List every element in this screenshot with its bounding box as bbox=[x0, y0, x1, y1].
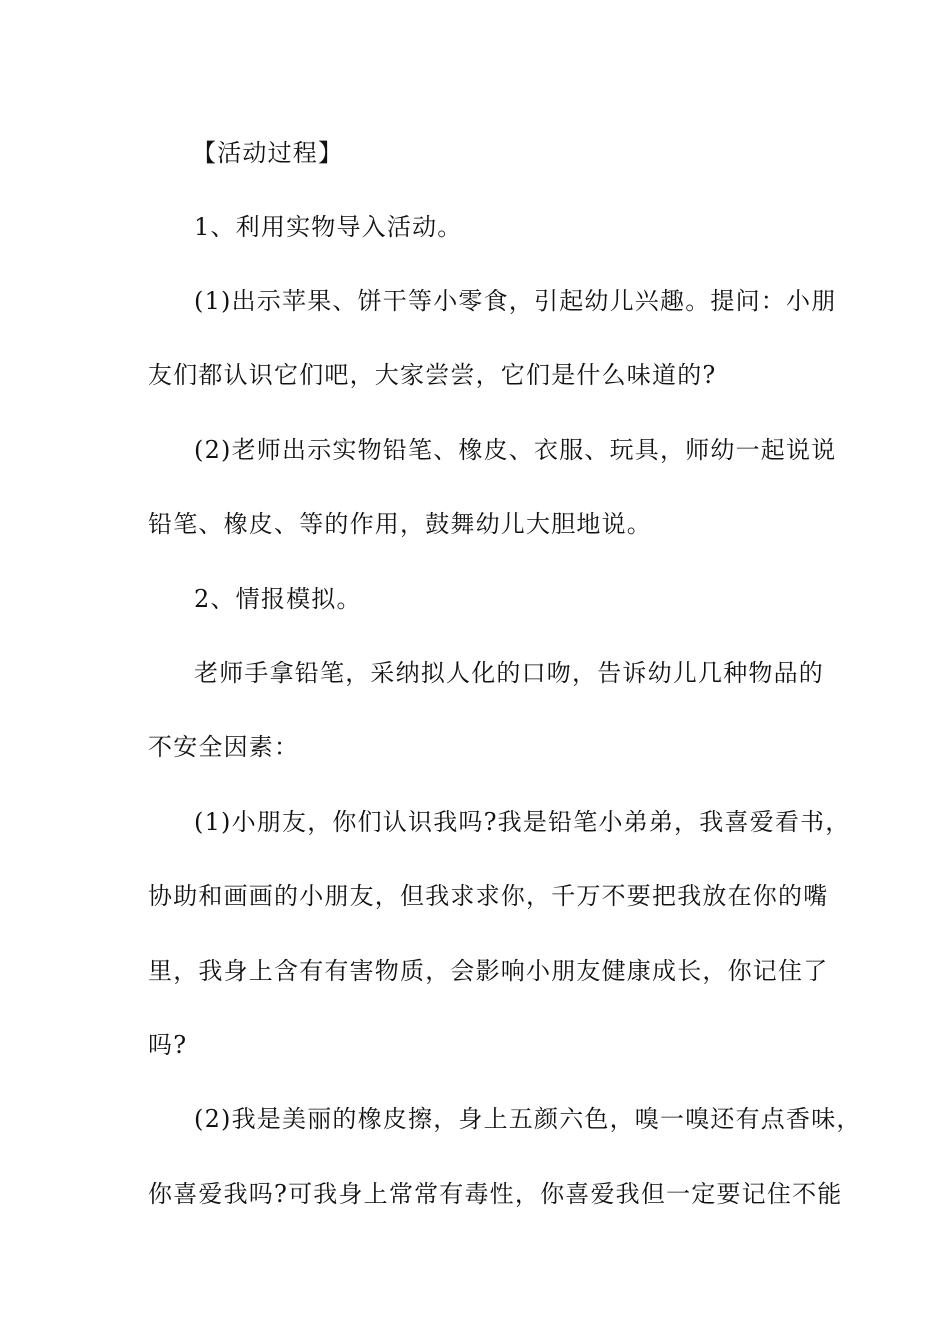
paragraph-line: 友们都认识它们吧，大家尝尝，它们是什么味道的? bbox=[148, 361, 717, 389]
paragraph-line: (2)老师出示实物铅笔、橡皮、衣服、玩具，师幼一起说说 bbox=[194, 436, 837, 464]
paragraph-line: 铅笔、橡皮、等的作用，鼓舞幼儿大胆地说。 bbox=[148, 510, 652, 538]
paragraph-line: (1)小朋友，你们认识我吗?我是铅笔小弟弟，我喜爱看书， bbox=[194, 808, 851, 836]
paragraph-line: 不安全因素： bbox=[148, 733, 300, 761]
step-1-title: 1、利用实物导入活动。 bbox=[194, 213, 463, 241]
step-2-title: 2、情报模拟。 bbox=[194, 585, 362, 613]
paragraph-line: 吗? bbox=[148, 1031, 188, 1059]
paragraph-line: (2)我是美丽的橡皮擦，身上五颜六色，嗅一嗅还有点香味， bbox=[194, 1105, 862, 1133]
paragraph-line: 老师手拿铅笔，采纳拟人化的口吻，告诉幼儿几种物品的 bbox=[194, 659, 824, 687]
paragraph-line: 协助和画画的小朋友，但我求求你，千万不要把我放在你的嘴 bbox=[148, 882, 829, 910]
paragraph-line: 里，我身上含有有害物质，会影响小朋友健康成长，你记住了 bbox=[148, 957, 829, 985]
paragraph-line: 你喜爱我吗?可我身上常常有毒性，你喜爱我但一定要记住不能 bbox=[148, 1180, 843, 1208]
paragraph-line: (1)出示苹果、饼干等小零食，引起幼儿兴趣。提问：小朋 bbox=[194, 287, 837, 315]
section-heading: 【活动过程】 bbox=[192, 139, 344, 167]
